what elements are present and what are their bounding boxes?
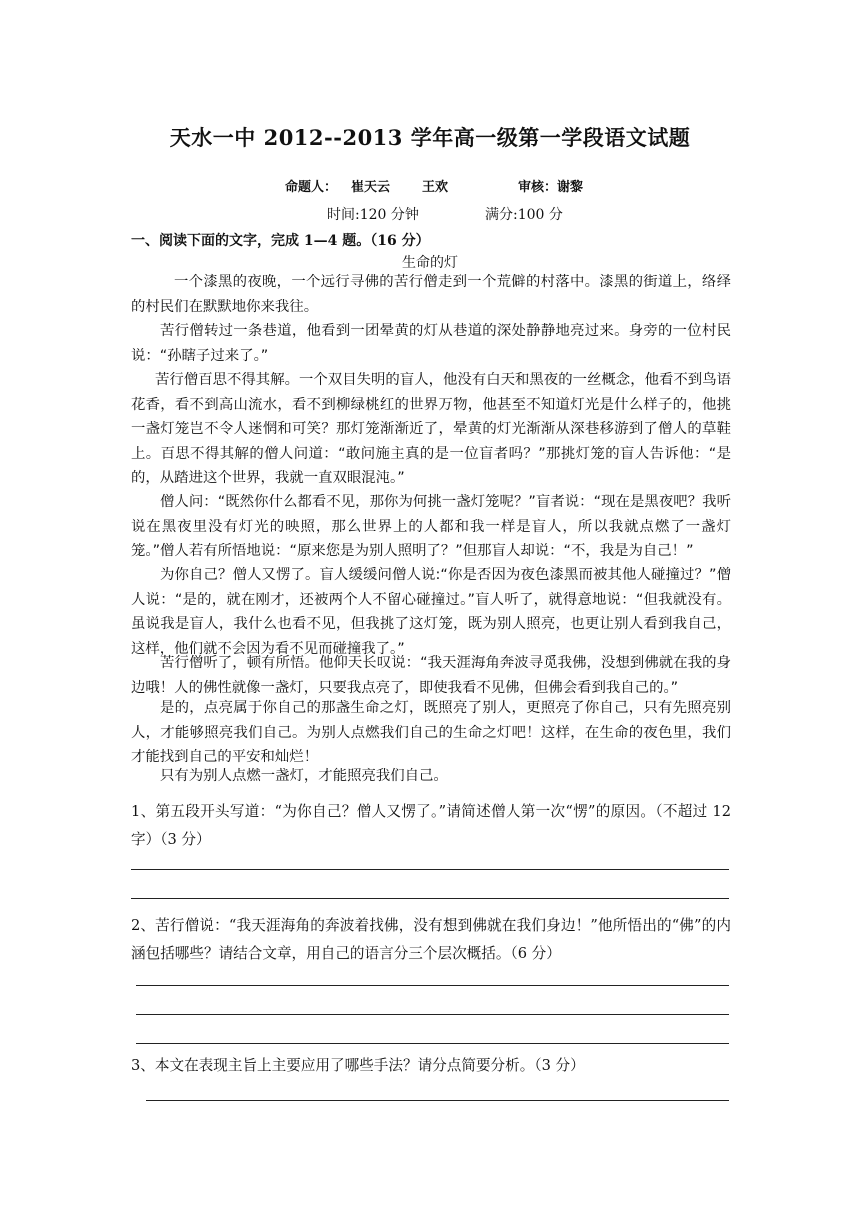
author-1: 崔天云: [351, 180, 391, 195]
article-paragraph: 苦行僧百思不得其解。一个双目失明的盲人，他没有白天和黑夜的一丝概念，他看不到鸟语花香，看不到高山流水，看不到柳绿桃红的世界万物，他甚至不知道灯光是什么样子的，他挑一盏灯笼岂不令人迷惘和可笑？那灯笼渐渐近了，晕黄的灯光渐渐从深巷移游到了僧人的草鞋上。百思不得其解的僧人问道：“敢问施主真的是一位盲者吗？”那挑灯笼的盲人告诉他：“是的，从踏进这个世界，我就一直双眼混沌。”: [131, 372, 731, 486]
article-paragraph: 苦行僧听了，顿有所悟。他仰天长叹说：“我天涯海角奔波寻觅我佛，没想到佛就在我的身边哦！人的佛性就像一盏灯，只要我点亮了，即使我看不见佛，但佛会看到我自己的。”: [131, 655, 731, 696]
answer-line[interactable]: [131, 898, 729, 899]
answer-line[interactable]: [136, 1014, 729, 1015]
authors-label: 命题人：: [285, 180, 338, 195]
answer-line[interactable]: [131, 869, 729, 870]
reviewer: 审核：谢黎: [518, 180, 584, 195]
article-paragraph: 为你自己？僧人又愣了。盲人缓缓问僧人说:“你是否因为夜色漆黑而被其他人碰撞过？”僧人说：“是的，就在刚才，还被两个人不留心碰撞过。”盲人听了，就得意地说：“但我就没有。虽说我是盲人，我什么也看不见，但我挑了这灯笼，既为别人照亮，也更让别人看到我自己，这样，他们就不会因为看不见而碰撞我了。”: [131, 567, 731, 657]
article-paragraph: 僧人问：“既然你什么都看不见，那你为何挑一盏灯笼呢？”盲者说：“现在是黑夜吧？我听说在黑夜里没有灯光的映照，那么世界上的人都和我一样是盲人，所以我就点燃了一盏灯笼。”僧人若有所悟地说：“原来您是为别人照明了？”但那盲人却说：“不，我是为自己！”: [131, 494, 731, 559]
question-1: 1、第五段开头写道：“为你自己？僧人又愣了。”请简述僧人第一次“愣”的原因。（不超过 12 字）（3 分）: [131, 803, 731, 848]
question-3: 3、本文在表现主旨上主要应用了哪些手法？请分点简要分析。（3 分）: [131, 1057, 585, 1074]
exam-title: 天水一中 2012--2013 学年高一级第一学段语文试题: [169, 125, 691, 150]
answer-line[interactable]: [146, 1100, 729, 1101]
authors-line: [285, 176, 583, 195]
question-2: 2、苦行僧说：“我天涯海角的奔波着找佛，没有想到佛就在我们身边！”他所悟出的“佛”的内涵包括哪些？请结合文章，用自己的语言分三个层次概括。（6 分）: [131, 917, 731, 962]
article-paragraph: 一个漆黑的夜晚，一个远行寻佛的苦行僧走到一个荒僻的村落中。漆黑的街道上，络绎的村民们在默默地你来我往。: [131, 274, 731, 315]
article-paragraph: 苦行僧转过一条巷道，他看到一团晕黄的灯从巷道的深处静静地亮过来。身旁的一位村民说：“孙瞎子过来了。”: [131, 323, 731, 364]
answer-line[interactable]: [136, 1043, 729, 1044]
exam-time: 时间:120 分钟: [327, 207, 419, 223]
article-title: 生命的灯: [402, 255, 458, 271]
exam-score: 满分:100 分: [485, 207, 563, 223]
article-paragraph: 是的，点亮属于你自己的那盏生命之灯，既照亮了别人，更照亮了你自己，只有先照亮别人，才能够照亮我们自己。为别人点燃我们自己的生命之灯吧！这样，在生命的夜色里，我们才能找到自己的平安和灿烂！: [131, 700, 731, 765]
article-paragraph: 只有为别人点燃一盏灯，才能照亮我们自己。: [160, 768, 448, 784]
answer-line[interactable]: [136, 985, 729, 986]
author-2: 王欢: [422, 180, 449, 195]
section-heading: 一、阅读下面的文字，完成 1—4 题。（16 分）: [131, 233, 430, 249]
